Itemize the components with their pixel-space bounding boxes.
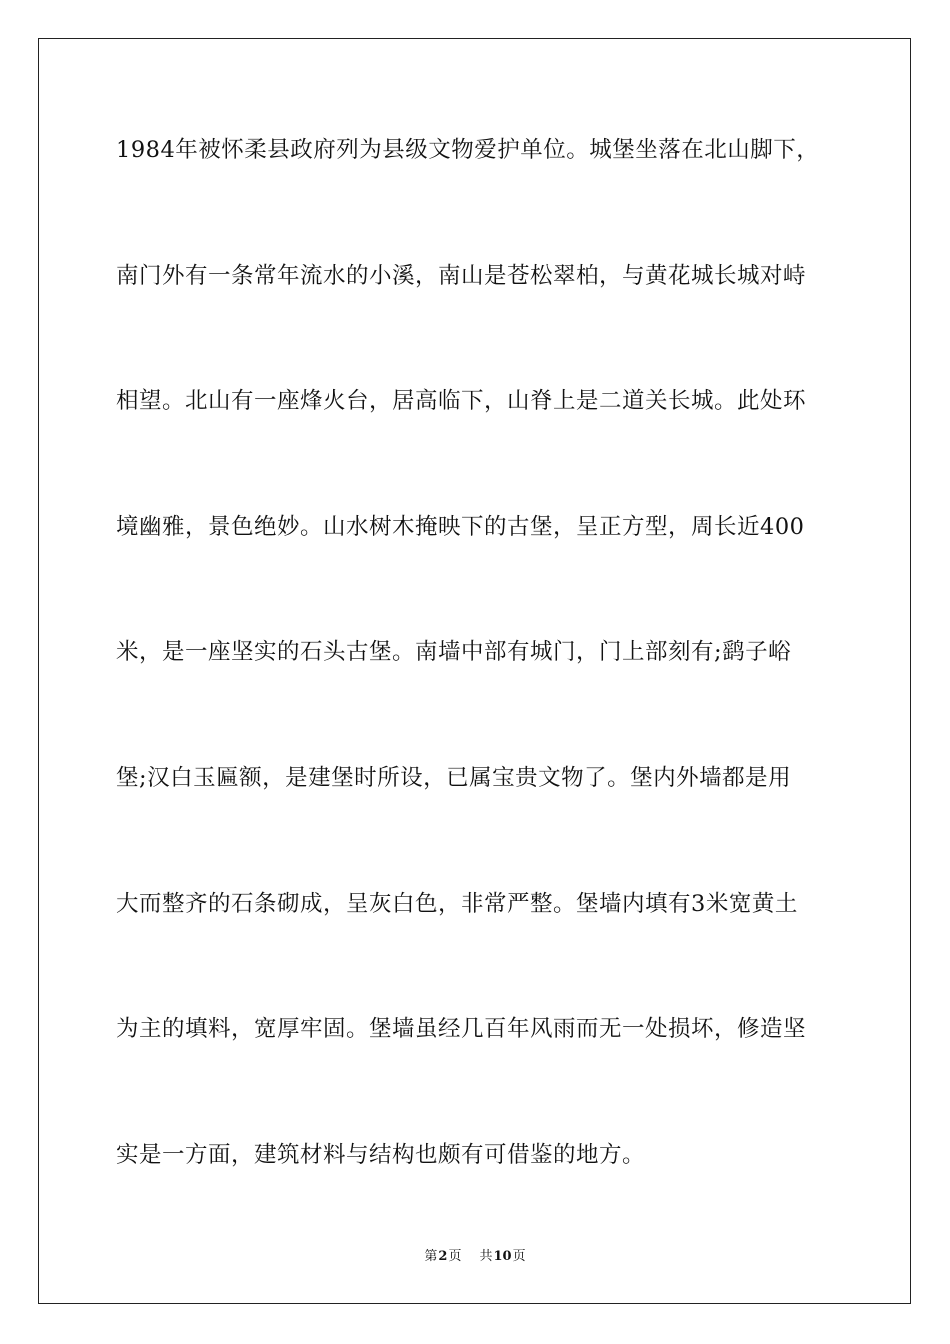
page-footer (0, 1249, 950, 1265)
text-line-6: 堡;汉白玉匾额，是建堡时所设，已属宝贵文物了。堡内外墙都是用 (116, 764, 792, 791)
text-line-5: 米，是一座坚实的石头古堡。南墙中部有城门，门上部刻有;鹞子峪 (116, 639, 792, 666)
text-line-9: 实是一方面，建筑材料与结构也颇有可借鉴的地方。 (116, 1141, 646, 1168)
total-suffix: 页 (512, 1249, 526, 1264)
text-line-4: 境幽雅，景色绝妙。山水树木掩映下的古堡，呈正方型，周长近400 (116, 513, 805, 540)
total-prefix: 共 (479, 1249, 493, 1264)
text-line-7: 大而整齐的石条砌成，呈灰白色，非常严整。堡墙内填有3米宽黄土 (116, 890, 798, 917)
text-line-2: 南门外有一条常年流水的小溪，南山是苍松翠柏，与黄花城长城对峙 (116, 262, 807, 289)
text-line-1: 1984年被怀柔县政府列为县级文物爱护单位。城堡坐落在北山脚下， (116, 137, 820, 163)
page-prefix: 第 (424, 1249, 438, 1264)
text-line-8: 为主的填料，宽厚牢固。堡墙虽经几百年风雨而无一处损坏，修造坚 (116, 1016, 807, 1043)
page-suffix: 页 (448, 1249, 462, 1264)
text-line-3: 相望。北山有一座烽火台，居高临下，山脊上是二道关长城。此处环 (116, 388, 807, 415)
page-number: 2 (438, 1249, 448, 1264)
total-pages: 10 (493, 1249, 512, 1264)
document-body (116, 128, 836, 1258)
